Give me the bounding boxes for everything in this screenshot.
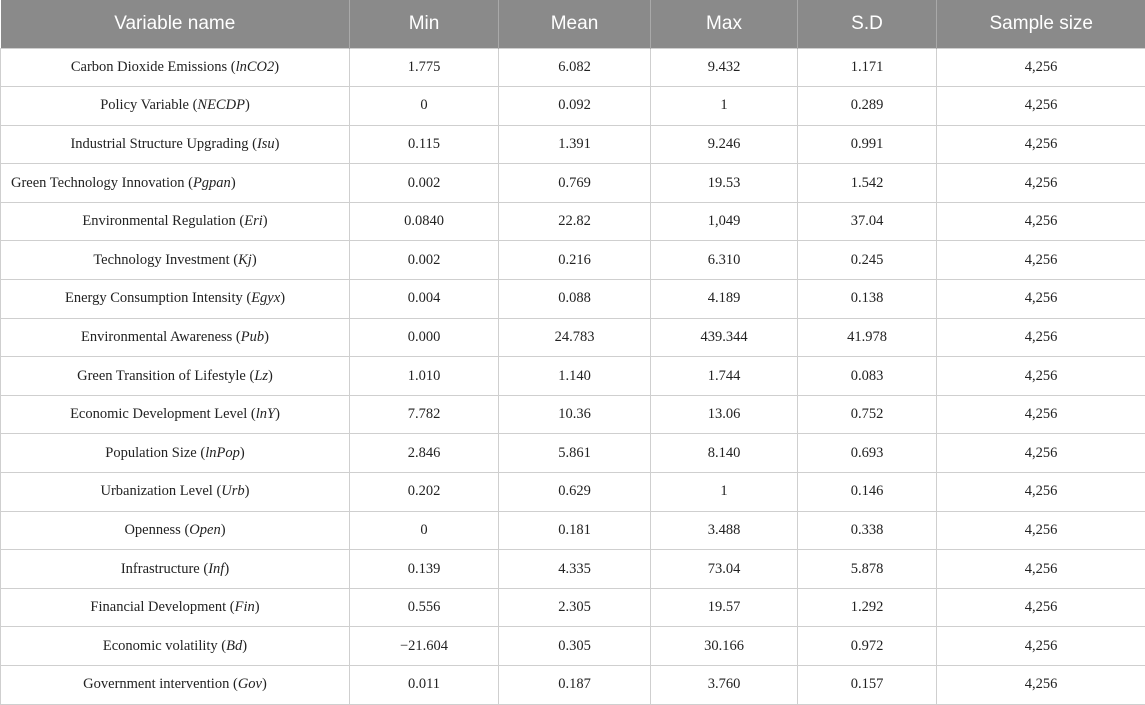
cell-sample-size: 4,256 bbox=[937, 125, 1145, 164]
cell-min: 0.0840 bbox=[350, 202, 499, 241]
cell-variable-name: Population Size (lnPop) bbox=[1, 434, 350, 473]
cell-sd: 5.878 bbox=[798, 550, 937, 589]
table-row bbox=[1, 280, 1145, 319]
table-header bbox=[1, 0, 1145, 48]
cell-mean: 5.861 bbox=[499, 434, 651, 473]
table-row bbox=[1, 357, 1145, 396]
cell-sd: 0.083 bbox=[798, 357, 937, 396]
cell-sd: 0.245 bbox=[798, 241, 937, 280]
variable-abbreviation: Urb bbox=[221, 483, 244, 499]
cell-sample-size: 4,256 bbox=[937, 164, 1145, 203]
cell-mean: 2.305 bbox=[499, 588, 651, 627]
table-row bbox=[1, 48, 1145, 87]
cell-sd: 0.157 bbox=[798, 666, 937, 705]
variable-label: Environmental Regulation bbox=[82, 213, 235, 229]
cell-variable-name: Carbon Dioxide Emissions (lnCO2) bbox=[1, 48, 350, 87]
cell-sample-size: 4,256 bbox=[937, 627, 1145, 666]
cell-min: 0 bbox=[350, 511, 499, 550]
variable-label: Policy Variable bbox=[100, 97, 189, 113]
cell-mean: 10.36 bbox=[499, 395, 651, 434]
cell-max: 439.344 bbox=[651, 318, 798, 357]
cell-variable-name: Energy Consumption Intensity (Egyx) bbox=[1, 280, 350, 319]
table-body bbox=[1, 48, 1145, 704]
cell-max: 4.189 bbox=[651, 280, 798, 319]
cell-sample-size: 4,256 bbox=[937, 550, 1145, 589]
table-row bbox=[1, 87, 1145, 126]
table-row bbox=[1, 164, 1145, 203]
cell-sd: 0.338 bbox=[798, 511, 937, 550]
table-row bbox=[1, 588, 1145, 627]
cell-variable-name: Policy Variable (NECDP) bbox=[1, 87, 350, 126]
cell-mean: 0.629 bbox=[499, 473, 651, 512]
table-row bbox=[1, 395, 1145, 434]
cell-max: 19.57 bbox=[651, 588, 798, 627]
cell-variable-name: Economic volatility (Bd) bbox=[1, 627, 350, 666]
cell-sample-size: 4,256 bbox=[937, 395, 1145, 434]
cell-mean: 0.769 bbox=[499, 164, 651, 203]
cell-sample-size: 4,256 bbox=[937, 434, 1145, 473]
cell-max: 8.140 bbox=[651, 434, 798, 473]
header-row bbox=[1, 0, 1145, 48]
cell-variable-name: Technology Investment (Kj) bbox=[1, 241, 350, 280]
table-row bbox=[1, 318, 1145, 357]
cell-min: 0.556 bbox=[350, 588, 499, 627]
cell-sd: 0.146 bbox=[798, 473, 937, 512]
cell-mean: 22.82 bbox=[499, 202, 651, 241]
variable-abbreviation: lnY bbox=[256, 406, 275, 422]
table-row bbox=[1, 511, 1145, 550]
cell-sample-size: 4,256 bbox=[937, 357, 1145, 396]
cell-min: 0.115 bbox=[350, 125, 499, 164]
cell-max: 1 bbox=[651, 87, 798, 126]
cell-min: 7.782 bbox=[350, 395, 499, 434]
cell-min: 0.139 bbox=[350, 550, 499, 589]
cell-variable-name: Government intervention (Gov) bbox=[1, 666, 350, 705]
variable-abbreviation: Pgpan bbox=[193, 175, 231, 191]
cell-variable-name: Infrastructure (Inf) bbox=[1, 550, 350, 589]
header-min: Min bbox=[350, 0, 499, 48]
cell-sd: 1.292 bbox=[798, 588, 937, 627]
cell-min: −21.604 bbox=[350, 627, 499, 666]
cell-variable-name: Environmental Awareness (Pub) bbox=[1, 318, 350, 357]
cell-max: 9.432 bbox=[651, 48, 798, 87]
variable-label: Energy Consumption Intensity bbox=[65, 290, 243, 306]
variable-label: Industrial Structure Upgrading bbox=[70, 136, 248, 152]
cell-sample-size: 4,256 bbox=[937, 48, 1145, 87]
cell-min: 1.010 bbox=[350, 357, 499, 396]
cell-max: 6.310 bbox=[651, 241, 798, 280]
header-mean: Mean bbox=[499, 0, 651, 48]
variable-label: Carbon Dioxide Emissions bbox=[71, 59, 227, 75]
cell-mean: 24.783 bbox=[499, 318, 651, 357]
variable-abbreviation: Egyx bbox=[251, 290, 280, 306]
variable-abbreviation: Kj bbox=[238, 252, 252, 268]
cell-variable-name: Openness (Open) bbox=[1, 511, 350, 550]
cell-max: 1.744 bbox=[651, 357, 798, 396]
cell-sd: 37.04 bbox=[798, 202, 937, 241]
variable-abbreviation: lnPop bbox=[205, 445, 240, 461]
variable-label: Openness bbox=[124, 522, 180, 538]
cell-mean: 0.088 bbox=[499, 280, 651, 319]
cell-mean: 1.140 bbox=[499, 357, 651, 396]
variable-label: Urbanization Level bbox=[100, 483, 212, 499]
variable-label: Green Technology Innovation bbox=[11, 175, 184, 191]
cell-min: 2.846 bbox=[350, 434, 499, 473]
cell-sd: 0.693 bbox=[798, 434, 937, 473]
variable-abbreviation: Bd bbox=[226, 638, 242, 654]
variable-label: Government intervention bbox=[83, 676, 229, 692]
cell-sample-size: 4,256 bbox=[937, 588, 1145, 627]
cell-sample-size: 4,256 bbox=[937, 202, 1145, 241]
cell-sd: 0.752 bbox=[798, 395, 937, 434]
header-sd: S.D bbox=[798, 0, 937, 48]
cell-sample-size: 4,256 bbox=[937, 666, 1145, 705]
table-row bbox=[1, 550, 1145, 589]
cell-mean: 0.181 bbox=[499, 511, 651, 550]
table-row bbox=[1, 434, 1145, 473]
cell-sample-size: 4,256 bbox=[937, 280, 1145, 319]
cell-variable-name: Environmental Regulation (Eri) bbox=[1, 202, 350, 241]
cell-max: 3.488 bbox=[651, 511, 798, 550]
cell-sample-size: 4,256 bbox=[937, 318, 1145, 357]
cell-sd: 1.171 bbox=[798, 48, 937, 87]
table-row bbox=[1, 125, 1145, 164]
cell-max: 30.166 bbox=[651, 627, 798, 666]
variable-label: Financial Development bbox=[90, 599, 226, 615]
cell-sd: 1.542 bbox=[798, 164, 937, 203]
cell-variable-name: Economic Development Level (lnY) bbox=[1, 395, 350, 434]
cell-min: 0.000 bbox=[350, 318, 499, 357]
variable-label: Economic Development Level bbox=[70, 406, 247, 422]
cell-max: 9.246 bbox=[651, 125, 798, 164]
variable-label: Green Transition of Lifestyle bbox=[77, 368, 246, 384]
cell-variable-name: Industrial Structure Upgrading (Isu) bbox=[1, 125, 350, 164]
variable-label: Environmental Awareness bbox=[81, 329, 232, 345]
cell-min: 0.011 bbox=[350, 666, 499, 705]
cell-mean: 1.391 bbox=[499, 125, 651, 164]
table-row bbox=[1, 241, 1145, 280]
variable-abbreviation: Lz bbox=[254, 368, 268, 384]
cell-min: 0 bbox=[350, 87, 499, 126]
variable-abbreviation: Isu bbox=[257, 136, 275, 152]
cell-sample-size: 4,256 bbox=[937, 511, 1145, 550]
variable-label: Technology Investment bbox=[93, 252, 229, 268]
variable-label: Population Size bbox=[105, 445, 196, 461]
table-row bbox=[1, 627, 1145, 666]
cell-min: 0.002 bbox=[350, 164, 499, 203]
cell-sd: 41.978 bbox=[798, 318, 937, 357]
cell-max: 73.04 bbox=[651, 550, 798, 589]
variable-abbreviation: Open bbox=[189, 522, 220, 538]
cell-max: 19.53 bbox=[651, 164, 798, 203]
variable-abbreviation: Gov bbox=[238, 676, 262, 692]
cell-variable-name: Financial Development (Fin) bbox=[1, 588, 350, 627]
header-sample-size: Sample size bbox=[937, 0, 1145, 48]
variable-label: Infrastructure bbox=[121, 561, 200, 577]
cell-mean: 0.305 bbox=[499, 627, 651, 666]
table-row bbox=[1, 202, 1145, 241]
variable-abbreviation: NECDP bbox=[197, 97, 245, 113]
cell-sd: 0.138 bbox=[798, 280, 937, 319]
header-max: Max bbox=[651, 0, 798, 48]
variable-abbreviation: Inf bbox=[208, 561, 224, 577]
cell-min: 1.775 bbox=[350, 48, 499, 87]
cell-variable-name: Urbanization Level (Urb) bbox=[1, 473, 350, 512]
cell-max: 1,049 bbox=[651, 202, 798, 241]
cell-variable-name: Green Technology Innovation (Pgpan) bbox=[1, 164, 350, 203]
variable-abbreviation: Pub bbox=[241, 329, 264, 345]
cell-max: 1 bbox=[651, 473, 798, 512]
cell-sd: 0.972 bbox=[798, 627, 937, 666]
cell-mean: 4.335 bbox=[499, 550, 651, 589]
header-variable-name: Variable name bbox=[1, 0, 350, 48]
variable-abbreviation: Eri bbox=[244, 213, 263, 229]
cell-min: 0.202 bbox=[350, 473, 499, 512]
cell-sample-size: 4,256 bbox=[937, 241, 1145, 280]
table-row bbox=[1, 473, 1145, 512]
table-row bbox=[1, 666, 1145, 705]
cell-mean: 0.187 bbox=[499, 666, 651, 705]
cell-mean: 0.092 bbox=[499, 87, 651, 126]
cell-max: 13.06 bbox=[651, 395, 798, 434]
cell-min: 0.002 bbox=[350, 241, 499, 280]
cell-max: 3.760 bbox=[651, 666, 798, 705]
variable-abbreviation: Fin bbox=[235, 599, 255, 615]
variable-label: Economic volatility bbox=[103, 638, 218, 654]
cell-sd: 0.991 bbox=[798, 125, 937, 164]
cell-sample-size: 4,256 bbox=[937, 473, 1145, 512]
cell-sample-size: 4,256 bbox=[937, 87, 1145, 126]
variable-abbreviation: lnCO2 bbox=[236, 59, 275, 75]
cell-sd: 0.289 bbox=[798, 87, 937, 126]
cell-mean: 0.216 bbox=[499, 241, 651, 280]
cell-mean: 6.082 bbox=[499, 48, 651, 87]
cell-variable-name: Green Transition of Lifestyle (Lz) bbox=[1, 357, 350, 396]
cell-min: 0.004 bbox=[350, 280, 499, 319]
